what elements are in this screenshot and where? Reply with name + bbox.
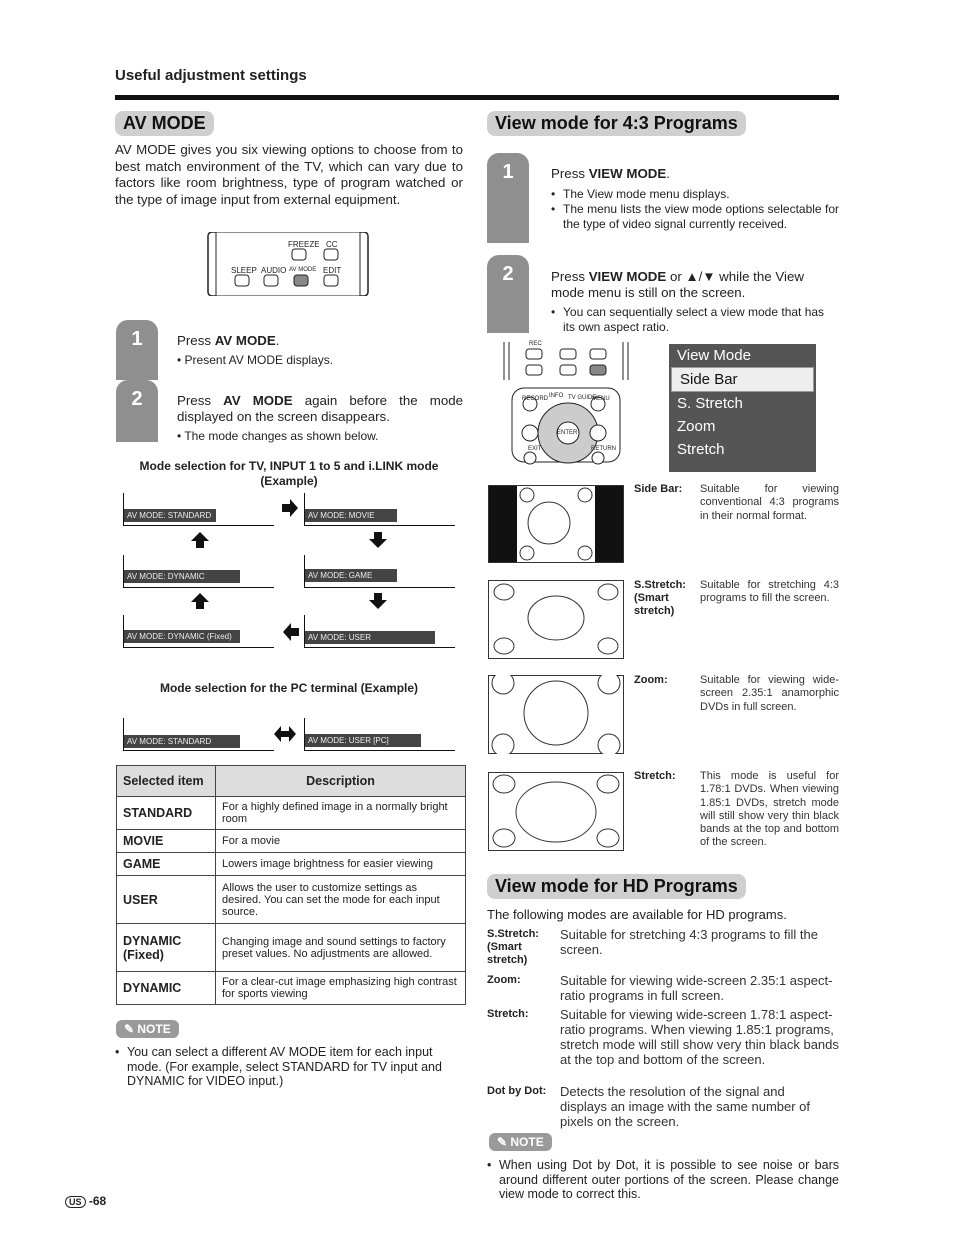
tv-mode-screen: AV MODE: MOVIE bbox=[304, 493, 455, 526]
view-mode-menu-title: View Mode bbox=[677, 347, 751, 364]
view-step-1-text: Press VIEW MODE. bbox=[551, 166, 670, 181]
hd-term-zoom: Zoom: bbox=[487, 974, 521, 986]
mode-term-s-stretch: S.Stretch: (Smart stretch) bbox=[634, 579, 686, 617]
arrow-up-icon bbox=[190, 530, 210, 550]
tv-mode-screen: AV MODE: DYNAMIC (Fixed) bbox=[123, 615, 274, 648]
hd-title: View mode for HD Programs bbox=[487, 874, 746, 899]
arrow-left-icon bbox=[281, 622, 301, 642]
section-heading: Useful adjustment settings bbox=[115, 67, 307, 84]
table-row: MOVIE For a movie bbox=[117, 830, 466, 853]
tv-mode-screen: AV MODE: DYNAMIC bbox=[123, 555, 274, 588]
mode-term-side-bar: Side Bar: bbox=[634, 483, 683, 495]
info-label: INFO bbox=[549, 393, 564, 399]
view-step-1-bullets: • The View mode menu displays. • The menu lists the view mode options selectable for the type of video signal currently received. bbox=[551, 187, 839, 231]
col-header-description: Description bbox=[216, 766, 466, 797]
mode-term-stretch: Stretch: bbox=[634, 770, 676, 782]
av-mode-button-label: AV MODE bbox=[289, 267, 317, 273]
note-badge: ✎ NOTE bbox=[489, 1133, 552, 1151]
arrow-up-icon bbox=[190, 591, 210, 611]
arrow-both-icon bbox=[273, 724, 297, 744]
hd-desc-dot-by-dot: Detects the resolution of the signal and displays an image with the same number of pixels on the screen. bbox=[560, 1084, 811, 1129]
arrow-right-icon bbox=[280, 498, 300, 518]
av-step-1-text: Press AV MODE. bbox=[177, 333, 280, 348]
freeze-label: FREEZE bbox=[288, 240, 320, 249]
hd-note: • When using Dot by Dot, it is possible to see noise or bars around different outer portions of the screen. Please change view mode to correct this. bbox=[487, 1158, 839, 1201]
view-step-2-bullet: • You can sequentially select a view mode that has its own aspect ratio. bbox=[551, 305, 825, 334]
menu-item-stretch[interactable]: Stretch bbox=[677, 441, 725, 458]
step-1-tab: 1 bbox=[487, 153, 529, 243]
pc-mode-cycle-title: Mode selection for the PC terminal (Example) bbox=[159, 681, 419, 695]
table-row: USER Allows the user to customize settings as desired. You can set the mode for each input source. bbox=[117, 876, 466, 924]
edit-label: EDIT bbox=[323, 266, 342, 275]
pc-mode-screen: AV MODE: USER [PC] bbox=[304, 718, 455, 751]
cc-label: CC bbox=[326, 240, 338, 249]
step-2-tab: 2 bbox=[487, 255, 529, 333]
audio-label: AUDIO bbox=[261, 266, 287, 275]
remote-illustration bbox=[206, 232, 370, 296]
exit-label: EXIT bbox=[528, 446, 542, 452]
hd-desc-s-stretch: Suitable for stretching 4:3 programs to fill the screen. bbox=[560, 927, 818, 957]
rec-label: REC bbox=[529, 341, 542, 347]
table-row: GAME Lowers image brightness for easier viewing bbox=[117, 853, 466, 876]
mode-desc-side-bar: Suitable for viewing conventional 4:3 programs in their normal format. bbox=[700, 483, 839, 522]
sleep-label: SLEEP bbox=[231, 266, 257, 275]
menu-item-s-stretch[interactable]: S. Stretch bbox=[677, 395, 743, 412]
zoom-thumbnail bbox=[488, 675, 624, 754]
side-bar-thumbnail bbox=[488, 485, 624, 563]
av-mode-title: AV MODE bbox=[115, 111, 214, 136]
av-mode-note: • You can select a different AV MODE item for each input mode. (For example, select STANDARD for TV input and DYNAMIC for VIDEO input.) bbox=[115, 1045, 442, 1088]
table-row: DYNAMIC For a clear-cut image emphasizing high contrast for sports viewing bbox=[117, 972, 466, 1005]
hd-desc-zoom: Suitable for viewing wide-screen 2.35:1 aspect-ratio programs in full screen. bbox=[560, 973, 833, 1003]
page-number: US -68 bbox=[65, 1194, 106, 1208]
av-step-2-bullet: • The mode changes as shown below. bbox=[177, 429, 379, 443]
view-step-2-text: Press VIEW MODE or ▲/▼ while the View mode menu is still on the screen. bbox=[551, 269, 804, 300]
view-43-title: View mode for 4:3 Programs bbox=[487, 111, 746, 136]
hd-term-stretch: Stretch: bbox=[487, 1008, 529, 1020]
note-badge: ✎ NOTE bbox=[116, 1020, 179, 1038]
step-1-tab: 1 bbox=[116, 320, 158, 380]
av-step-2-text: Press AV MODE again before the mode displayed on the screen disappears. bbox=[177, 393, 464, 424]
stretch-thumbnail bbox=[488, 772, 624, 851]
col-header-item: Selected item bbox=[117, 766, 216, 797]
av-mode-table bbox=[116, 765, 466, 1005]
step-2-tab: 2 bbox=[116, 380, 158, 442]
mode-desc-stretch: This mode is useful for 1.78:1 DVDs. When viewing 1.85:1 DVDs, stretch mode will still show very thin black bands at the top and bottom of the screen. bbox=[700, 770, 839, 849]
view-mode-menu bbox=[669, 344, 816, 472]
mode-desc-s-stretch: Suitable for stretching 4:3 programs to fill the screen. bbox=[700, 579, 839, 605]
tv-mode-screen: AV MODE: STANDARD bbox=[123, 493, 274, 526]
menu-item-zoom[interactable]: Zoom bbox=[677, 418, 716, 435]
av-step-1-bullet: • Present AV MODE displays. bbox=[177, 353, 334, 367]
return-label: RETURN bbox=[591, 446, 616, 452]
us-region-badge: US bbox=[65, 1196, 86, 1208]
menu-label: MENU bbox=[592, 396, 610, 402]
hd-desc-stretch: Suitable for viewing wide-screen 1.78:1 aspect-ratio programs. When viewing 1.85:1 programs, stretch mode will still show very thin black bands at the top and bottom of the screen. bbox=[560, 1007, 839, 1067]
av-mode-intro: AV MODE gives you six viewing options to choose from to best match environment of the TV, which can vary due to factors like room brightness, type of program watched or the type of image input from external equipment. bbox=[115, 142, 463, 207]
enter-label: ENTER bbox=[557, 430, 578, 436]
pc-mode-screen: AV MODE: STANDARD bbox=[123, 718, 274, 751]
tvguide-label: TV GUIDE bbox=[568, 395, 597, 401]
mode-desc-zoom: Suitable for viewing wide-screen 2.35:1 anamorphic DVDs in full screen. bbox=[700, 674, 839, 713]
s-stretch-thumbnail bbox=[488, 580, 624, 659]
tv-mode-screen: AV MODE: GAME bbox=[304, 555, 455, 588]
hd-term-s-stretch: S.Stretch: (Smart stretch) bbox=[487, 928, 539, 966]
arrow-down-icon bbox=[368, 530, 388, 550]
table-row: DYNAMIC (Fixed) Changing image and sound settings to factory preset values. No adjustments are allowed. bbox=[117, 924, 466, 972]
mode-term-zoom: Zoom: bbox=[634, 674, 668, 686]
arrow-down-icon bbox=[368, 591, 388, 611]
hd-term-dot-by-dot: Dot by Dot: bbox=[487, 1085, 547, 1097]
table-row: STANDARD For a highly defined image in a normally bright room bbox=[117, 797, 466, 830]
record-label: RECORD bbox=[522, 396, 549, 402]
menu-item-side-bar[interactable]: Side Bar bbox=[671, 367, 814, 392]
heading-rule bbox=[115, 95, 839, 100]
tv-mode-screen: AV MODE: USER bbox=[304, 615, 455, 648]
remote-illustration bbox=[500, 340, 632, 465]
tv-mode-cycle-title: Mode selection for TV, INPUT 1 to 5 and i.LINK mode (Example) bbox=[139, 459, 439, 488]
hd-intro: The following modes are available for HD programs. bbox=[487, 907, 787, 922]
